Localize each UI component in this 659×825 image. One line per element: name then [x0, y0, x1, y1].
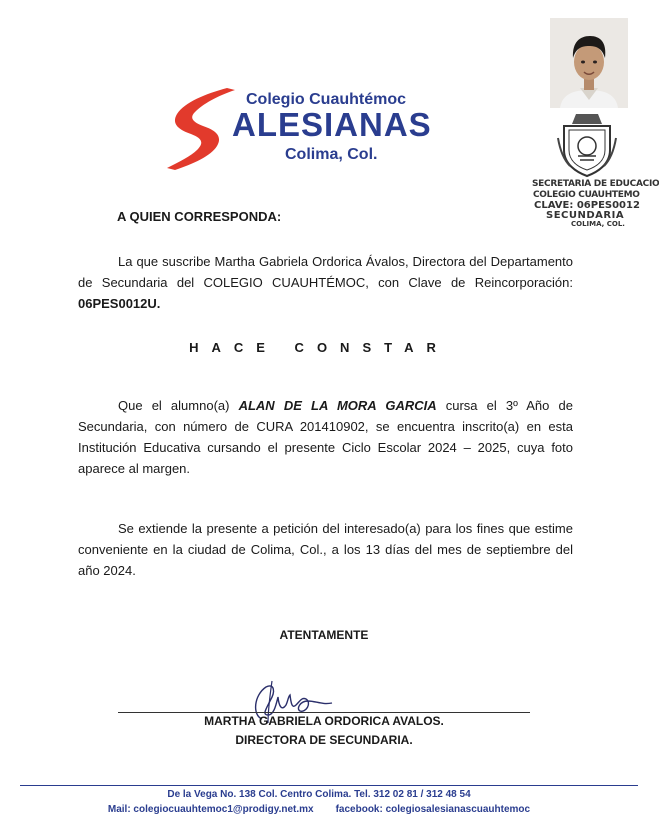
school-seal-icon — [556, 110, 618, 178]
footer-facebook: facebook: colegiosalesianascuauhtemoc — [335, 804, 531, 815]
issuance-text: Se extiende la presente a petición del interesado(a) para los fines que estime conveniente en la ciudad de Colima, Col., a los 13 días del mes de septiembre del año 2024. — [78, 521, 573, 578]
student-text-after: cursa el 3º Año de Secundaria, con número de CURA 201410902, se encuentra inscrito(a) en esta Institución Educativa cursando el presente Ciclo Escolar 2024 – 2025, cuya foto aparece al margen. — [78, 398, 573, 476]
greeting: A QUIEN CORRESPONDA: — [117, 209, 282, 224]
school-code: 06PES0012U. — [78, 296, 161, 311]
logo-main-text: ALESIANAS — [232, 106, 432, 143]
stamp-line: CLAVE: 06PES0012 — [534, 200, 640, 211]
stamp-line: SECUNDARIA — [546, 210, 625, 221]
logo-sub-text: Colima, Col. — [285, 146, 378, 163]
footer-address: De la Vega No. 138 Col. Centro Colima. Tel. 312 02 81 / 312 48 54 — [167, 789, 471, 800]
paragraph-issuance — [78, 518, 573, 581]
footer-mail: Mail: colegiocuauhtemoc1@prodigy.net.mx — [107, 804, 314, 815]
signer-role: DIRECTORA DE SECUNDARIA. — [235, 733, 413, 747]
logo-top-text: Colegio Cuauhtémoc — [246, 91, 407, 108]
paragraph-intro — [78, 251, 573, 314]
student-text-before: Que el alumno(a) — [118, 398, 239, 413]
student-name: ALAN DE LA MORA GARCIA — [238, 398, 437, 413]
footer-divider — [20, 785, 638, 786]
closing: ATENTAMENTE — [279, 628, 369, 642]
stamp-line: COLEGIO CUAUHTEMO — [533, 190, 640, 200]
certificate-heading: HACE CONSTAR — [189, 340, 449, 355]
stamp-line: COLIMA, COL. — [571, 220, 625, 228]
stamp-line: SECRETARIA DE EDUCACIO — [532, 179, 659, 189]
intro-text: La que suscribe Martha Gabriela Ordorica Ávalos, Directora del Departamento de Secundaria del COLEGIO CUAUHTÉMOC, con Clave de Reincorporación: — [78, 254, 573, 290]
paragraph-student — [78, 395, 573, 479]
footer-contact — [0, 804, 638, 815]
signature-line — [118, 712, 530, 713]
signer-name: MARTHA GABRIELA ORDORICA AVALOS. — [204, 714, 444, 728]
student-photo — [550, 18, 628, 108]
